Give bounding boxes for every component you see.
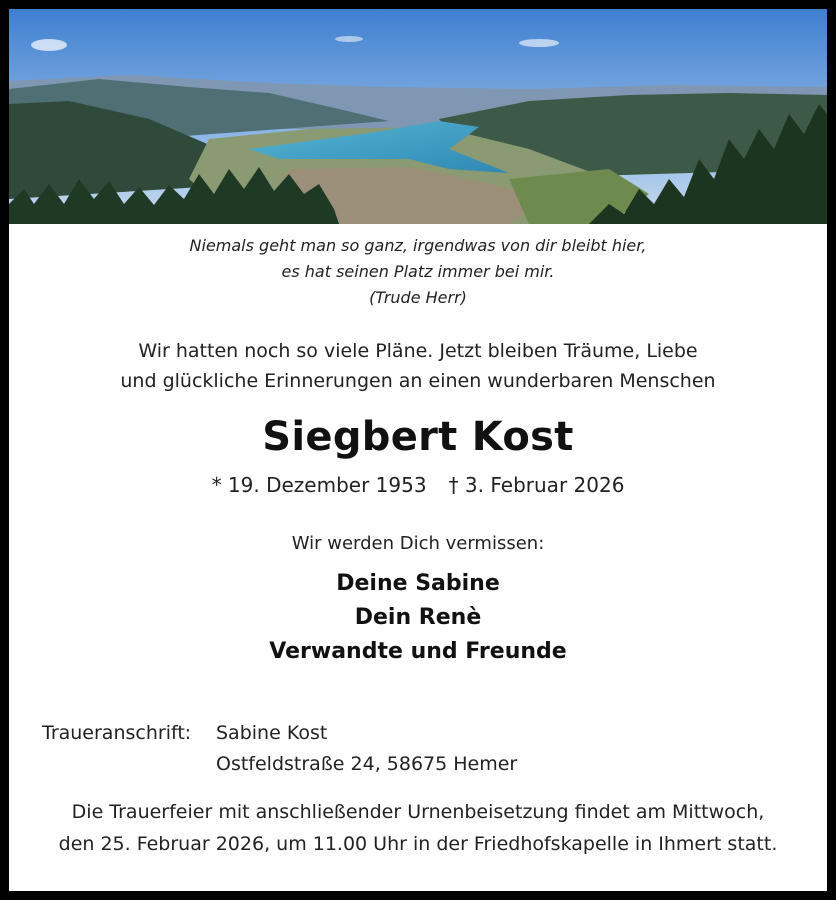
quote-line-2: es hat seinen Platz immer bei mir. bbox=[281, 262, 555, 281]
family-line-3: Verwandte und Freunde bbox=[269, 639, 567, 664]
family-line-1: Deine Sabine bbox=[336, 571, 500, 596]
ceremony-info bbox=[9, 796, 827, 860]
death-date: † 3. Februar 2026 bbox=[448, 473, 625, 497]
landscape-illustration bbox=[9, 9, 827, 224]
quote-line-1: Niemals geht man so ganz, irgendwas von dir bleibt hier, bbox=[189, 236, 647, 255]
ceremony-line-2: den 25. Februar 2026, um 11.00 Uhr in der Friedhofskapelle in Ihmert statt. bbox=[58, 833, 778, 855]
birth-date: * 19. Dezember 1953 bbox=[211, 473, 427, 497]
life-dates bbox=[9, 470, 827, 500]
landscape-photo bbox=[9, 9, 827, 224]
intro-line-1: Wir hatten noch so viele Pläne. Jetzt bleiben Träume, Liebe bbox=[138, 340, 698, 362]
family-signatures bbox=[9, 567, 827, 669]
address-street: Ostfeldstraße 24, 58675 Hemer bbox=[216, 753, 518, 775]
ceremony-line-1: Die Trauerfeier mit anschließender Urnenbeisetzung findet am Mittwoch, bbox=[71, 801, 765, 823]
intro-line-2: und glückliche Erinnerungen an einen wunderbaren Menschen bbox=[120, 370, 716, 392]
address-lines bbox=[216, 718, 517, 780]
miss-text: Wir werden Dich vermissen: bbox=[291, 533, 545, 554]
deceased-name: Siegbert Kost bbox=[262, 414, 574, 460]
quote-block bbox=[9, 233, 827, 311]
family-line-2: Dein Renè bbox=[354, 605, 482, 630]
intro-text bbox=[9, 336, 827, 396]
address-label: Traueranschrift: bbox=[42, 722, 192, 744]
address-name: Sabine Kost bbox=[216, 722, 328, 744]
quote-attribution: (Trude Herr) bbox=[369, 288, 467, 307]
